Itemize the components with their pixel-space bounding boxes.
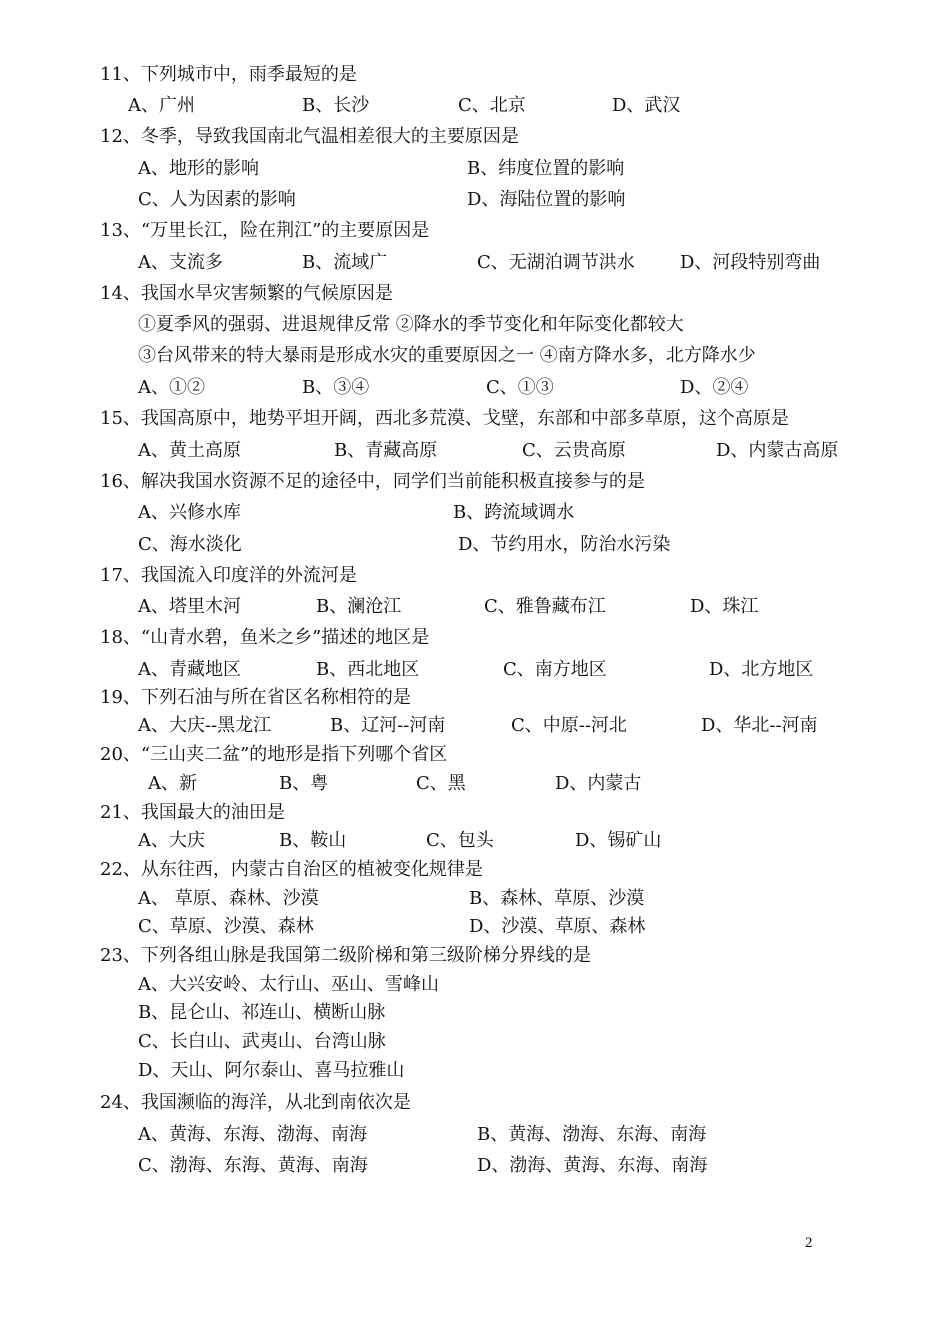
option-a: A、大庆 xyxy=(138,830,205,851)
question-stem: 15、我国高原中，地势平坦开阔，西北多荒漠、戈壁，东部和中部多草原，这个高原是 xyxy=(100,408,789,429)
question-stem: 19、下列石油与所在省区名称相符的是 xyxy=(100,687,411,708)
statement-text: ①夏季风的强弱、进退规律反常 ②降水的季节变化和年际变化都较大 xyxy=(138,314,684,335)
option-b: B、森林、草原、沙漠 xyxy=(469,888,645,909)
option-c: C、①③ xyxy=(486,377,554,398)
option-b: B、黄海、渤海、东海、南海 xyxy=(477,1124,707,1145)
option-c: C、黑 xyxy=(416,773,466,794)
option-a: A、兴修水库 xyxy=(138,502,241,523)
question-stem: 20、“三山夹二盆”的地形是指下列哪个省区 xyxy=(100,744,448,765)
option-d: D、内蒙古高原 xyxy=(716,440,839,461)
option-d: D、河段特别弯曲 xyxy=(680,252,821,273)
option-b: B、昆仑山、祁连山、横断山脉 xyxy=(138,1002,386,1023)
question-stem: 16、解决我国水资源不足的途径中，同学们当前能积极直接参与的是 xyxy=(100,471,645,492)
option-b: B、长沙 xyxy=(302,95,370,116)
option-b: B、辽河--河南 xyxy=(330,715,446,736)
option-d: D、天山、阿尔泰山、喜马拉雅山 xyxy=(138,1060,405,1081)
option-d: D、节约用水，防治水污染 xyxy=(458,534,671,555)
question-stem: 18、“山青水碧，鱼米之乡”描述的地区是 xyxy=(100,627,430,648)
option-a: A、黄海、东海、渤海、南海 xyxy=(138,1124,367,1145)
question-stem: 22、从东往西，内蒙古自治区的植被变化规律是 xyxy=(100,859,483,880)
option-c: C、长白山、武夷山、台湾山脉 xyxy=(138,1031,386,1052)
option-b: B、鞍山 xyxy=(279,830,347,851)
question-stem: 23、下列各组山脉是我国第二级阶梯和第三级阶梯分界线的是 xyxy=(100,945,591,966)
option-b: B、纬度位置的影响 xyxy=(467,158,625,179)
question-stem: 24、我国濒临的海洋，从北到南依次是 xyxy=(100,1092,411,1113)
option-a: A、支流多 xyxy=(138,252,223,273)
option-b: B、跨流域调水 xyxy=(453,502,575,523)
option-d: D、海陆位置的影响 xyxy=(467,189,626,210)
option-a: A、大庆--黑龙江 xyxy=(138,715,272,736)
option-c: C、云贵高原 xyxy=(522,440,626,461)
option-d: D、北方地区 xyxy=(709,659,814,680)
option-c: C、北京 xyxy=(458,95,526,116)
option-c: C、草原、沙漠、森林 xyxy=(138,916,314,937)
option-c: C、无湖泊调节洪水 xyxy=(477,252,635,273)
option-b: B、青藏高原 xyxy=(334,440,438,461)
question-stem: 14、我国水旱灾害频繁的气候原因是 xyxy=(100,283,393,304)
option-d: D、珠江 xyxy=(690,596,759,617)
option-b: B、粤 xyxy=(279,773,329,794)
option-c: C、海水淡化 xyxy=(138,534,242,555)
option-a: A、地形的影响 xyxy=(138,158,259,179)
option-a: A、黄土高原 xyxy=(138,440,241,461)
option-c: C、包头 xyxy=(426,830,494,851)
option-a: A、广州 xyxy=(128,95,195,116)
statement-text: ③台风带来的特大暴雨是形成水灾的重要原因之一 ④南方降水多，北方降水少 xyxy=(138,345,756,366)
option-b: B、③④ xyxy=(302,377,370,398)
option-a: A、新 xyxy=(148,773,197,794)
option-a: A、大兴安岭、太行山、巫山、雪峰山 xyxy=(138,974,439,995)
option-b: B、西北地区 xyxy=(316,659,420,680)
question-stem: 11、下列城市中，雨季最短的是 xyxy=(100,64,357,85)
question-stem: 13、“万里长江，险在荆江”的主要原因是 xyxy=(100,220,430,241)
option-d: D、华北--河南 xyxy=(701,715,818,736)
option-b: B、流域广 xyxy=(302,252,388,273)
question-stem: 21、我国最大的油田是 xyxy=(100,802,285,823)
option-a: A、①② xyxy=(138,377,205,398)
option-a: A、青藏地区 xyxy=(138,659,241,680)
option-c: C、雅鲁藏布江 xyxy=(484,596,606,617)
option-c: C、南方地区 xyxy=(503,659,607,680)
option-d: D、渤海、黄海、东海、南海 xyxy=(477,1155,708,1176)
option-d: D、内蒙古 xyxy=(555,773,642,794)
option-d: D、沙漠、草原、森林 xyxy=(469,916,646,937)
question-stem: 12、冬季，导致我国南北气温相差很大的主要原因是 xyxy=(100,126,519,147)
option-a: A、 草原、森林、沙漠 xyxy=(138,888,319,909)
page-number: 2 xyxy=(805,1235,813,1251)
option-a: A、塔里木河 xyxy=(138,596,241,617)
option-d: D、②④ xyxy=(680,377,749,398)
option-b: B、澜沧江 xyxy=(316,596,402,617)
option-c: C、人为因素的影响 xyxy=(138,189,296,210)
option-d: D、锡矿山 xyxy=(575,830,662,851)
option-c: C、渤海、东海、黄海、南海 xyxy=(138,1155,368,1176)
question-stem: 17、我国流入印度洋的外流河是 xyxy=(100,565,357,586)
option-c: C、中原--河北 xyxy=(511,715,627,736)
option-d: D、武汉 xyxy=(612,95,681,116)
